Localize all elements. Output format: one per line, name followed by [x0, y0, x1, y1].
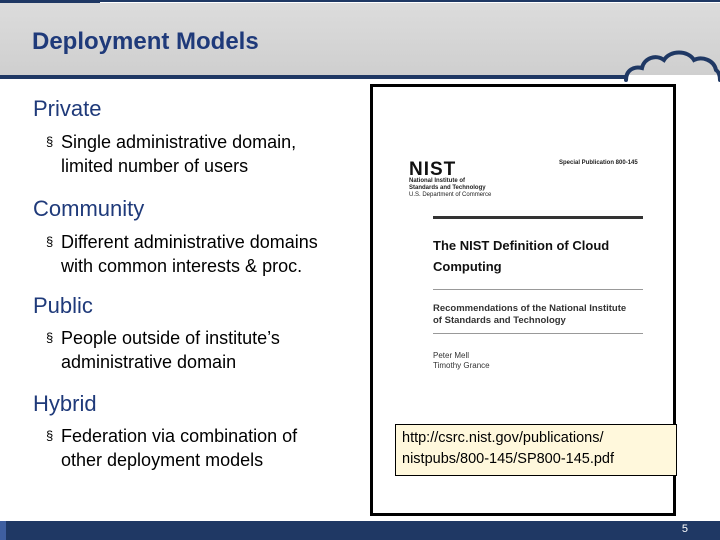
heading-public: Public: [33, 293, 93, 318]
document-authors: [433, 351, 490, 371]
bullet-line: Different administrative domains: [61, 232, 318, 252]
org-line: Standards and Technology: [409, 185, 486, 191]
bullet-line: other deployment models: [61, 450, 264, 470]
cover-rule: [433, 216, 643, 219]
document-subtitle: [433, 303, 648, 327]
slide-title: Deployment Models: [32, 28, 259, 55]
cloud-icon: [622, 46, 720, 82]
bullet-marker: §: [46, 134, 54, 149]
author: Peter Mell: [433, 351, 470, 360]
title-line: Computing: [433, 259, 502, 274]
nist-logo: NIST: [409, 159, 457, 180]
publication-number: Special Publication 800-145: [559, 160, 638, 166]
nist-organization: [409, 178, 509, 199]
bullet-line: administrative domain: [61, 352, 237, 372]
bullet-line: Single administrative domain,: [61, 132, 297, 152]
heading-community: Community: [33, 196, 145, 221]
bullet-line: with common interests & proc.: [61, 256, 303, 276]
title-line: The NIST Definition of Cloud: [433, 238, 610, 253]
heading-hybrid: Hybrid: [33, 391, 97, 416]
footer-bar: [0, 521, 720, 540]
org-line: U.S. Department of Commerce: [409, 192, 492, 198]
bullet-marker: §: [46, 234, 54, 249]
bullet-public: [46, 326, 366, 374]
bullet-marker: §: [46, 330, 54, 345]
page-number: 5: [681, 523, 688, 535]
author: Timothy Grance: [433, 361, 490, 370]
bullet-private: [46, 130, 366, 178]
cover-thin-rule: [433, 289, 643, 290]
heading-private: Private: [33, 96, 102, 121]
bullet-line: limited number of users: [61, 156, 249, 176]
bullet-community: [46, 230, 366, 278]
url-callout[interactable]: [395, 424, 677, 476]
bullet-line: People outside of institute’s: [61, 328, 280, 348]
subtitle-line: of Standards and Technology: [433, 315, 566, 326]
org-line: National Institute of: [409, 178, 465, 184]
url-line: http://csrc.nist.gov/publications/: [402, 430, 604, 446]
subtitle-line: Recommendations of the National Institute: [433, 303, 627, 314]
title-underline: [0, 75, 626, 79]
bullet-line: Federation via combination of: [61, 426, 298, 446]
document-title: [433, 235, 648, 277]
bullet-marker: §: [46, 428, 54, 443]
url-line: nistpubs/800-145/SP800-145.pdf: [402, 451, 615, 467]
bullet-hybrid: [46, 424, 366, 472]
top-border-line: [0, 0, 720, 2]
footer-accent: [0, 521, 6, 540]
cover-thin-rule: [433, 333, 643, 334]
